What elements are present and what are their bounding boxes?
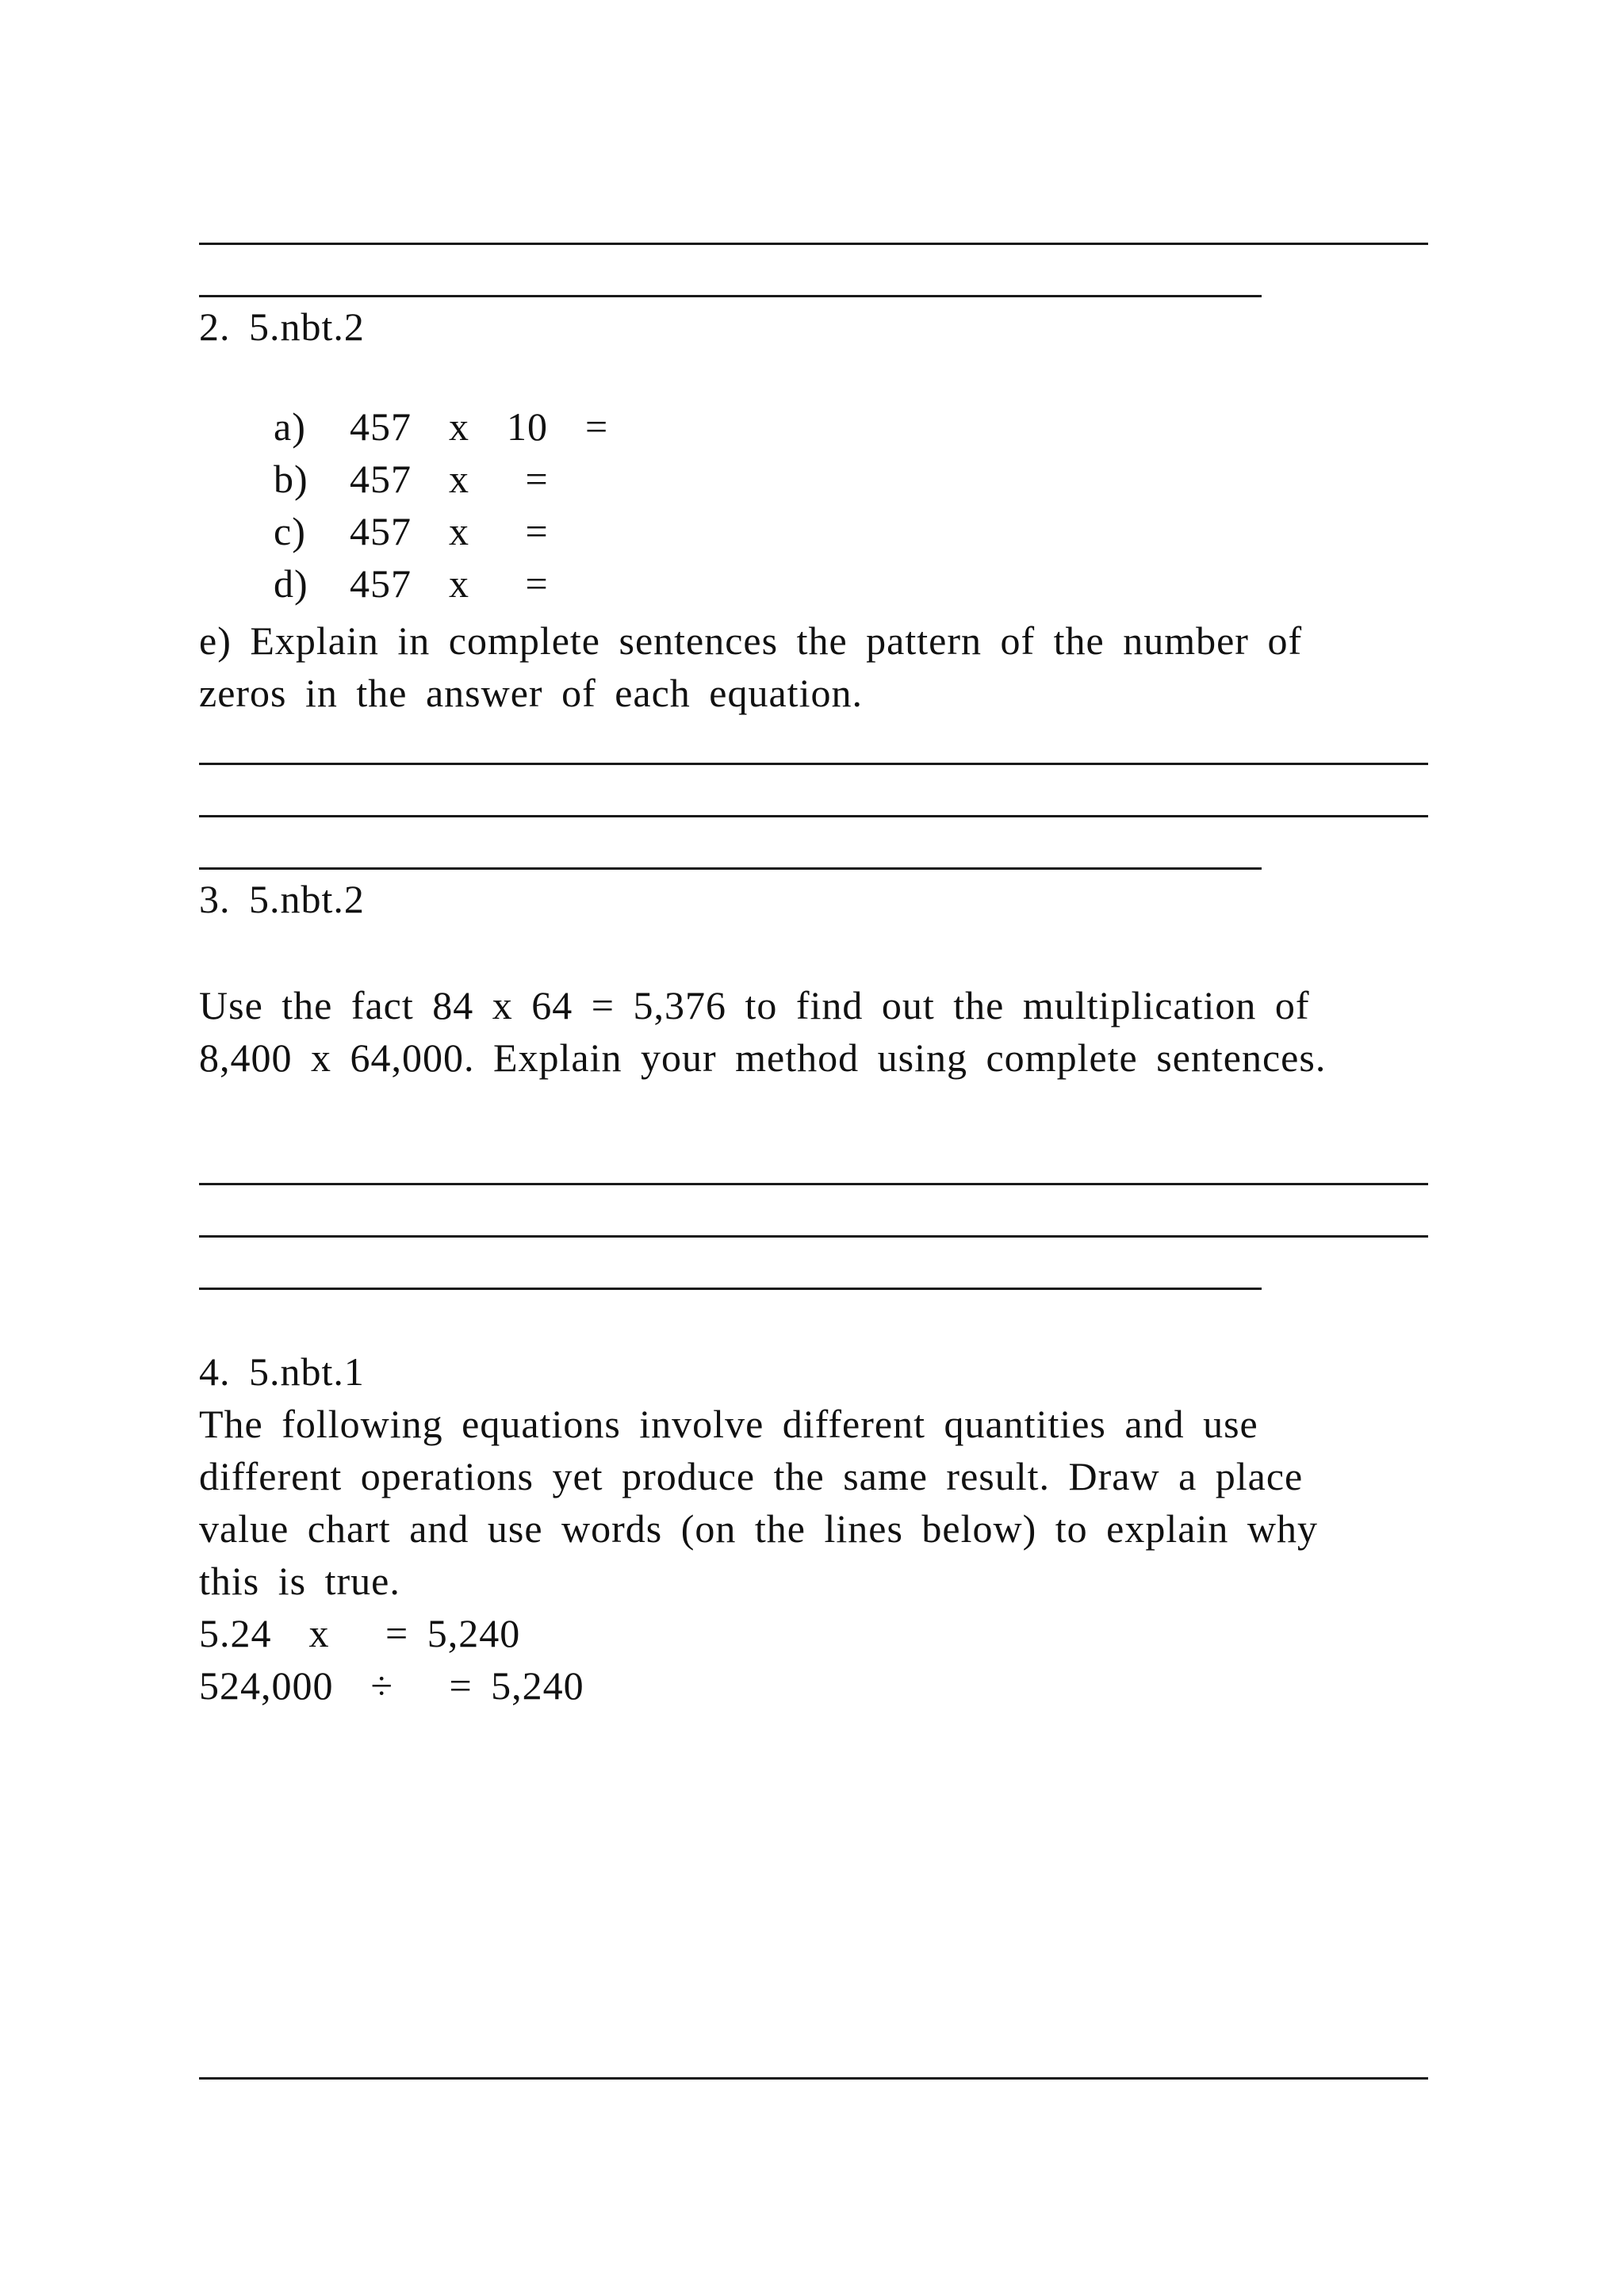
- answer-line: [199, 815, 1428, 817]
- answer-line: [199, 295, 1262, 297]
- item-expression: 457 x 10 =: [350, 404, 609, 449]
- item-label: a): [274, 404, 306, 449]
- item-expression: 457 x =: [350, 561, 549, 606]
- answer-line: [199, 763, 1428, 765]
- answer-line: [199, 1288, 1262, 1290]
- answer-line: [199, 867, 1262, 870]
- item-expression: 457 x =: [350, 457, 549, 501]
- question-4-text-line-1: The following equations involve different quantities and use: [199, 1402, 1258, 1446]
- question-4-text-line-2: different operations yet produce the same result. Draw a place: [199, 1454, 1304, 1498]
- question-3-heading: 3. 5.nbt.2: [199, 877, 365, 921]
- item-label: c): [274, 509, 306, 553]
- item-expression: 457 x =: [350, 509, 549, 553]
- question-4-text-line-4: this is true.: [199, 1559, 400, 1603]
- question-3-text-line-1: Use the fact 84 x 64 = 5,376 to find out the multiplication of: [199, 983, 1310, 1027]
- question-2-prompt-line-1: e) Explain in complete sentences the pattern of the number of: [199, 618, 1303, 663]
- answer-line: [199, 243, 1428, 245]
- question-2-prompt-line-2: zeros in the answer of each equation.: [199, 671, 863, 715]
- answer-line: [199, 1235, 1428, 1238]
- item-label: d): [274, 561, 308, 606]
- question-3-text-line-2: 8,400 x 64,000. Explain your method using complete sentences.: [199, 1035, 1327, 1080]
- question-4-equation-2: 524,000 ÷ = 5,240: [199, 1663, 584, 1708]
- question-4-equation-1: 5.24 x = 5,240: [199, 1611, 521, 1655]
- answer-line: [199, 1183, 1428, 1185]
- question-4-text-line-3: value chart and use words (on the lines below) to explain why: [199, 1506, 1318, 1551]
- answer-line: [199, 2077, 1428, 2080]
- item-label: b): [274, 457, 308, 501]
- question-4-heading: 4. 5.nbt.1: [199, 1349, 365, 1394]
- question-2-heading: 2. 5.nbt.2: [199, 304, 365, 349]
